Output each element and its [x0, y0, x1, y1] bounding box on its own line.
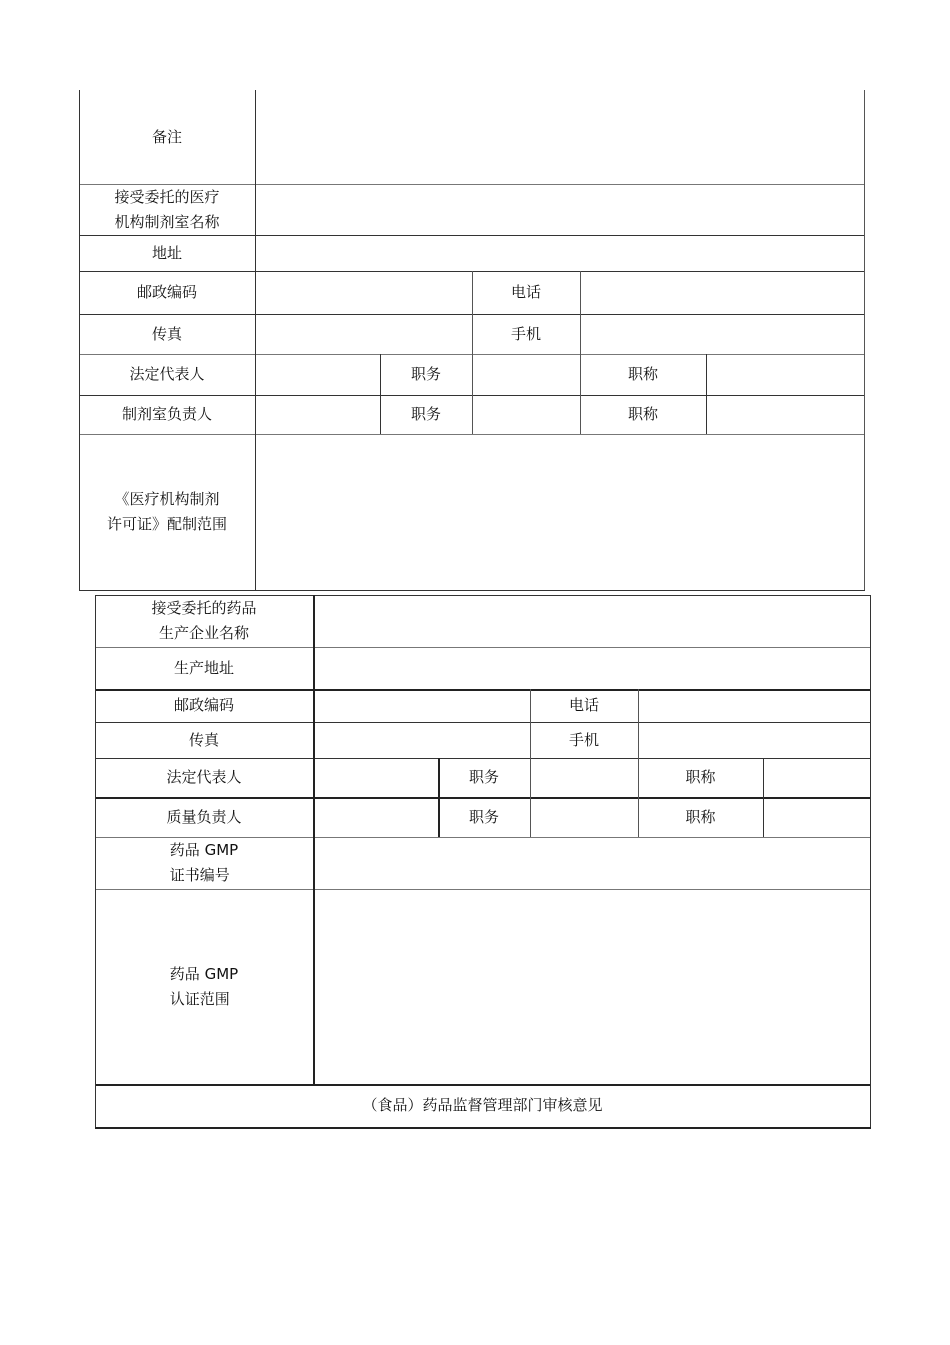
title-label-4: 职称: [685, 807, 716, 826]
position-label-4: 职务: [468, 807, 499, 826]
fax-field[interactable]: [255, 314, 472, 354]
title-field-4[interactable]: [763, 797, 870, 837]
quality-head-field[interactable]: [313, 797, 438, 837]
position-label-2: 职务: [410, 405, 441, 423]
remarks-label: 备注: [151, 127, 182, 146]
mobile-field-2[interactable]: [638, 722, 870, 758]
address-label: 地址: [151, 243, 182, 262]
title-field[interactable]: [706, 354, 864, 395]
phone-label-2: 电话: [568, 696, 599, 714]
legal-rep-field-2[interactable]: [313, 758, 438, 797]
mobile-field[interactable]: [580, 314, 864, 354]
position-field-4[interactable]: [530, 797, 638, 837]
quality-head-label: 质量负责人: [166, 807, 242, 826]
legal-rep-label-2: 法定代表人: [166, 768, 242, 786]
legal-rep-field[interactable]: [255, 354, 380, 395]
license-scope-label: 《医疗机构制剂 许可证》配制范围: [106, 490, 227, 533]
review-opinion-header: （食品）药品监督管理部门审核意见: [362, 1096, 603, 1114]
institution-name-field[interactable]: [255, 184, 864, 235]
postcode-field[interactable]: [255, 271, 472, 314]
position-label-3: 职务: [468, 768, 499, 786]
manufacturer-name-field[interactable]: [313, 595, 870, 647]
production-address-field[interactable]: [313, 647, 870, 689]
gmp-scope-label: 药品 GMP 认证范围: [169, 964, 239, 1008]
title-label-3: 职称: [685, 768, 716, 786]
phone-label: 电话: [510, 283, 541, 301]
phone-field[interactable]: [580, 271, 864, 314]
postcode-label: 邮政编码: [136, 283, 197, 301]
gmp-cert-field[interactable]: [313, 837, 870, 889]
remarks-field[interactable]: [255, 90, 864, 184]
title-field-3[interactable]: [763, 758, 870, 797]
institution-name-label: 接受委托的医疗 机构制剂室名称: [114, 187, 220, 231]
postcode-field-2[interactable]: [313, 689, 530, 722]
mobile-label-2: 手机: [568, 730, 599, 749]
production-address-label: 生产地址: [173, 658, 234, 677]
title-label: 职称: [627, 365, 658, 383]
postcode-label-2: 邮政编码: [173, 696, 234, 714]
position-field-3[interactable]: [530, 758, 638, 797]
fax-label-2: 传真: [188, 730, 219, 749]
manufacturer-name-label: 接受委托的药品 生产企业名称: [151, 599, 257, 642]
fax-field-2[interactable]: [313, 722, 530, 758]
position-field[interactable]: [472, 354, 580, 395]
position-field-2[interactable]: [472, 395, 580, 434]
legal-rep-label: 法定代表人: [129, 365, 205, 383]
gmp-cert-label: 药品 GMP 证书编号: [169, 841, 239, 884]
address-field[interactable]: [255, 235, 864, 271]
title-label-2: 职称: [627, 405, 658, 423]
mobile-label: 手机: [510, 324, 541, 343]
title-field-2[interactable]: [706, 395, 864, 434]
position-label: 职务: [410, 365, 441, 383]
lab-head-field[interactable]: [255, 395, 380, 434]
fax-label: 传真: [151, 324, 182, 343]
gmp-scope-field[interactable]: [313, 889, 870, 1084]
license-scope-field[interactable]: [255, 434, 864, 590]
lab-head-label: 制剂室负责人: [121, 405, 212, 423]
phone-field-2[interactable]: [638, 689, 870, 722]
